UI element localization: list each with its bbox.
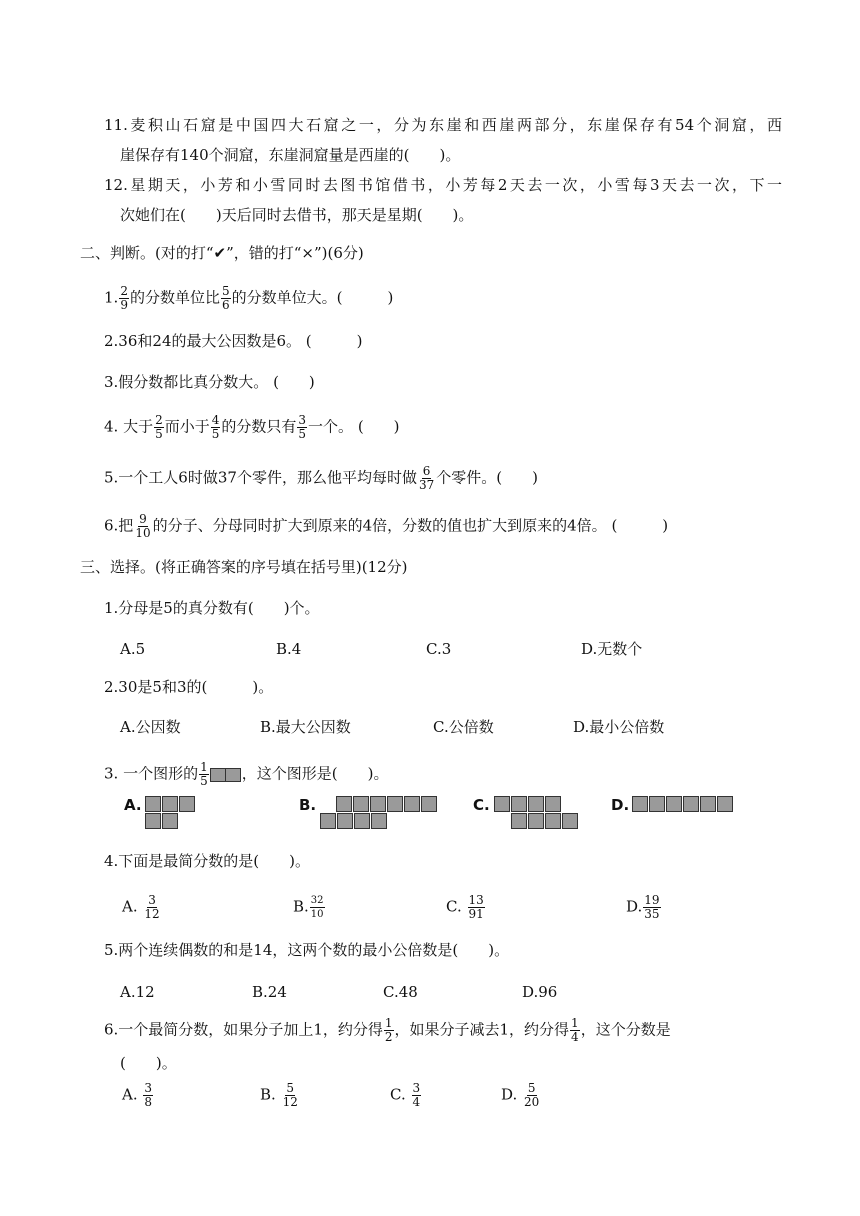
choice-q4-option-a: A. $\frac{3}{12}$ <box>122 893 160 921</box>
choice-q6-option-a: A. $\frac{3}{8}$ <box>122 1081 153 1109</box>
choice-heading: 三、选择。(将正确答案的序号填在括号里)(12分) <box>80 558 408 576</box>
fraction: $\frac{9}{10}$ <box>135 512 151 540</box>
choice-q4-option-b: B. $\frac{32}{10}$ <box>293 895 324 920</box>
choice-q3-label-d: D. <box>611 796 630 814</box>
choice-q5-stem: 5.两个连续偶数的和是14，这两个数的最小公倍数是( )。 <box>104 941 510 959</box>
fraction: $\frac{5}{6}$ <box>221 284 230 312</box>
judge-heading: 二、判断。(对的打“✔”，错的打“×”)(6分) <box>80 244 364 262</box>
q11-line1: 11.麦积山石窟是中国四大石窟之一，分为东崖和西崖两部分，东崖保存有54个洞窟，西 <box>104 116 782 134</box>
two-square-shape <box>210 768 242 782</box>
choice-q1-option-d: D.无数个 <box>581 640 643 658</box>
choice-q5-option-c: C.48 <box>383 983 418 1001</box>
choice-q3-label-a: A. <box>124 796 142 814</box>
choice-q5-option-b: B.24 <box>252 983 287 1001</box>
judge-q1: 1. $\frac{2}{9}$ 的分数单位比 $\frac{5}{6}$ 的分数单位大。( ) <box>104 284 394 312</box>
choice-q2-option-a: A.公因数 <box>120 718 181 736</box>
fraction: $\frac{1}{2}$ <box>384 1016 393 1044</box>
q12-line1: 12.星期天，小芳和小雪同时去图书馆借书，小芳每2天去一次，小雪每3天去一次，下一 <box>104 176 782 194</box>
choice-q3-shape-c <box>494 796 578 830</box>
choice-q6-line1: 6.一个最简分数，如果分子加上1，约分得 $\frac{1}{2}$ ，如果分子减去1，约分得 $\frac{1}{4}$ ，这个分数是 <box>104 1016 671 1044</box>
fraction: $\frac{6}{37}$ <box>418 464 435 492</box>
fraction: $\frac{1}{4}$ <box>571 1016 579 1044</box>
choice-q6-line2: ( )。 <box>120 1054 177 1072</box>
choice-q4-option-d: D. $\frac{19}{35}$ <box>626 893 660 921</box>
judge-q4: 4. 大于 $\frac{2}{5}$ 而小于 $\frac{4}{5}$ 的分数只有 $\frac{3}{5}$ 一个。 ( ) <box>104 413 400 441</box>
choice-q1-option-a: A.5 <box>120 640 146 658</box>
choice-q1-option-b: B.4 <box>276 640 302 658</box>
choice-q2-option-d: D.最小公倍数 <box>573 718 665 736</box>
choice-q4-stem: 4.下面是最简分数的是( )。 <box>104 852 311 870</box>
choice-q3-label-b: B. <box>299 796 317 814</box>
fraction: $\frac{4}{5}$ <box>211 413 220 441</box>
judge-q2: 2.36和24的最大公因数是6。 ( ) <box>104 332 363 350</box>
fraction: $\frac{2}{9}$ <box>120 284 128 312</box>
fraction: $\frac{3}{5}$ <box>298 413 307 441</box>
choice-q3-stem: 3. 一个图形的 $\frac{1}{5}$ ，这个图形是( )。 <box>104 760 389 788</box>
fraction: $\frac{1}{5}$ <box>200 760 208 788</box>
choice-q6-option-d: D. $\frac{5}{20}$ <box>501 1081 540 1109</box>
choice-q3-label-c: C. <box>473 796 490 814</box>
choice-q1-option-c: C.3 <box>426 640 452 658</box>
judge-q5: 5.一个工人6时做37个零件，那么他平均每时做 $\frac{6}{37}$ 个零件。( ) <box>104 464 538 492</box>
fraction: $\frac{2}{5}$ <box>155 413 163 441</box>
q12-line2: 次她们在( )天后同时去借书，那天是星期( )。 <box>120 206 474 224</box>
choice-q6-option-c: C. $\frac{3}{4}$ <box>390 1081 421 1109</box>
choice-q2-option-c: C.公倍数 <box>433 718 494 736</box>
choice-q3-shape-b <box>320 796 438 830</box>
choice-q3-shape-a <box>145 796 197 830</box>
choice-q5-option-d: D.96 <box>522 983 558 1001</box>
choice-q1-stem: 1.分母是5的真分数有( )个。 <box>104 599 320 617</box>
choice-q2-option-b: B.最大公因数 <box>260 718 351 736</box>
choice-q4-option-c: C. $\frac{13}{91}$ <box>446 893 484 921</box>
choice-q3-shape-d <box>632 796 734 813</box>
choice-q5-option-a: A.12 <box>120 983 155 1001</box>
choice-q2-stem: 2.30是5和3的( )。 <box>104 678 274 696</box>
choice-q6-option-b: B. $\frac{5}{12}$ <box>260 1081 298 1109</box>
judge-q3: 3.假分数都比真分数大。 ( ) <box>104 373 315 391</box>
judge-q6: 6.把 $\frac{9}{10}$ 的分子、分母同时扩大到原来的4倍，分数的值也扩大到原来的4倍。 ( ) <box>104 512 669 540</box>
q11-line2: 崖保存有140个洞窟，东崖洞窟量是西崖的( )。 <box>120 146 461 164</box>
